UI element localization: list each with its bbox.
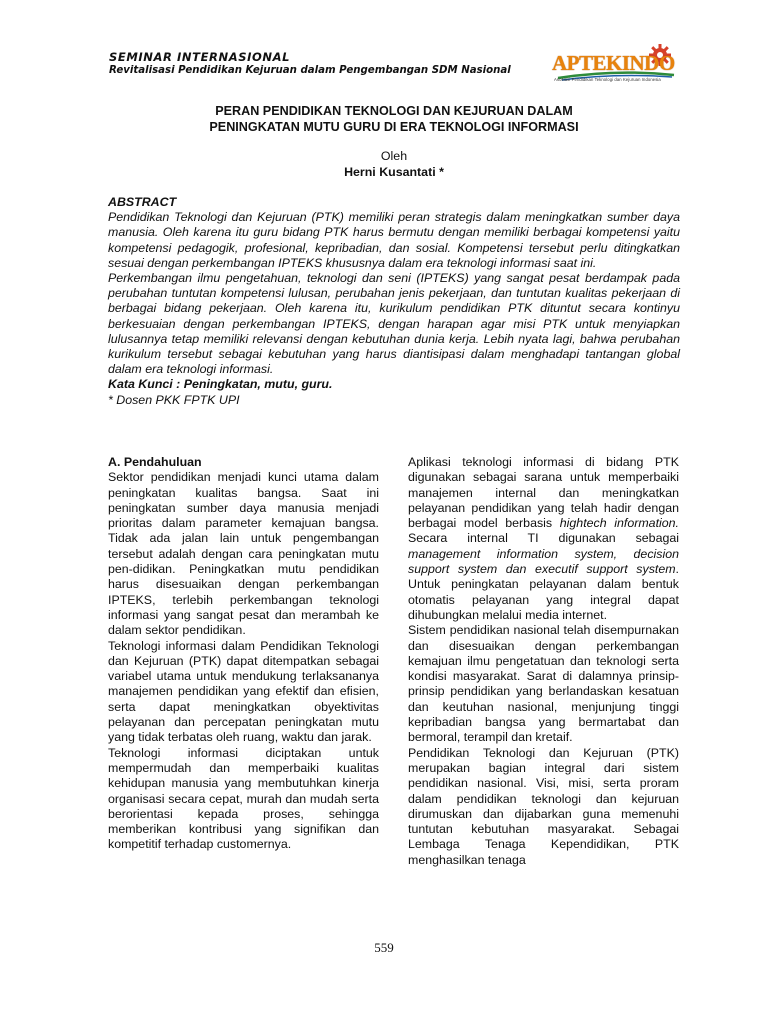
- author-block: [108, 148, 680, 180]
- left-column: [108, 455, 379, 853]
- body-paragraph: Pendidikan Teknologi dan Kejuruan (PTK) merupakan bagian integral dari sistem pendidikan nasional. Visi, misi, serta proram dalam pendidikan teknologi dan kejuruan dirumuskan dan dijabarkan guna memenuhi tuntutan kebutuhan masyarakat. Sebagai Lembaga Tenaga Kependidikan, PTK menghasilkan tenaga: [408, 745, 679, 867]
- paper-title: [108, 103, 680, 135]
- abstract-paragraph-1: Pendidikan Teknologi dan Kejuruan (PTK) memiliki peran strategis dalam meningkatkan sumber daya manusia. Oleh karena itu guru bidang PTK harus bermutu dengan memiliki berbagai kompetensi yaitu kompetensi pedagogik, profesional, kepribadian, dan sosial. Kompetensi tersebut perlu ditingkatkan sesuai dengan perkembangan IPTEKS khususnya dalam era teknologi informasi saat ini.: [108, 210, 680, 270]
- body-paragraph: Teknologi informasi dalam Pendidikan Teknologi dan Kejuruan (PTK) dapat ditempatkan sebagai variabel utama untuk mendukung terlaksananya manajemen pendidikan yang efektif dan efisien, serta dapat meningkatkan obyektivitas pelayanan dan percepatan peningkatan mutu yang tidak terbatas oleh ruang, waktu dan jarak.: [108, 638, 379, 745]
- page-number: 559: [374, 940, 394, 955]
- author-name: Herni Kusantati *: [344, 165, 444, 179]
- abstract-heading: ABSTRACT: [108, 195, 177, 209]
- author-affiliation: * Dosen PKK FPTK UPI: [108, 392, 240, 407]
- body-paragraph: Teknologi informasi diciptakan untuk mempermudah dan memperbaiki kualitas kehidupan manusia yang membutuhkan kinerja organisasi secara cepat, murah dan mudah serta berorientasi kepada proses, sehingga memberikan kontribusi yang signifikan dan kompetitif terhadap customernya.: [108, 745, 379, 852]
- paper-title-line-2: PENINGKATAN MUTU GURU DI ERA TEKNOLOGI INFORMASI: [209, 120, 579, 134]
- body-paragraph: [408, 455, 679, 623]
- abstract-paragraph-2: Perkembangan ilmu pengetahuan, teknologi dan seni (IPTEKS) yang sangat pesat berdampak pada perubahan tuntutan kompetensi lulusan, perubahan jenis pekerjaan, dan tuntutan kualitas pekerjaan di berbagai bidang pekerjaan. Oleh karena itu, kurikulum pendidikan PTK dituntut secara kontinyu berkesuaian dengan perkembangan IPTEKS, dengan harapan agar misi PTK untuk menyiapkan lulusannya tetap memiliki relevansi dengan kebutuhan dunia kerja. Lebih nyata lagi, bahwa perubahan kurikulum tersebut sebagai kebutuhan yang harus diantisipasi dalam menghadapi tantangan global dalam era teknologi informasi.: [108, 271, 680, 377]
- section-heading: A. Pendahuluan: [108, 455, 202, 469]
- right-column: [408, 455, 679, 868]
- text-run: Aplikasi teknologi informasi di bidang PTK digunakan sebagai sarana untuk memperbaiki manajemen internal dan meningkatkan pelayanan pendidikan yang telah hadir dengan berbagai model berbasis: [408, 455, 679, 531]
- seminar-title: SEMINAR INTERNASIONAL: [109, 50, 291, 64]
- logo-tagline: Asosiasi Pendidikan Teknologi dan Kejuruan Indonesia: [554, 77, 661, 82]
- text-run-italic: management information system, decision support system dan executif support system: [408, 546, 679, 577]
- body-paragraph: Sektor pendidikan menjadi kunci utama dalam peningkatan kualitas bangsa. Saat ini peningkatan sumber daya manusia menjadi prioritas dalam parameter kemajuan bangsa. Tidak ada jalan lain untuk pengembangan tersebut adalah dengan cara peningkatan mutu pen-didikan. Peningkatkan mutu pendidikan harus disesuaikan dengan perkembangan IPTEKS, terlebih perkembangan teknologi informasi yang sangat pesat dan merambah ke dalam sektor pendidikan.: [108, 470, 379, 638]
- abstract-section: [108, 195, 680, 408]
- body-paragraph: Sistem pendidikan nasional telah disempurnakan dan disesuaikan dengan perkembangan kemajuan ilmu pengetatuan dan teknologi serta kondisi masyarakat. Sarat di dalamnya prinsip-prinsip pendidikan yang berlandaskan kesatuan dan keutuhan nasional, menjunjung tinggi kepribadian bangsa yang bermartabat dan bermoral, terampil dan kretaif.: [408, 623, 679, 745]
- seminar-subtitle: Revitalisasi Pendidikan Kejuruan dalam Pengembangan SDM Nasional: [109, 65, 511, 76]
- keywords: Kata Kunci : Peningkatan, mutu, guru.: [108, 377, 333, 392]
- logo-wordmark: APTEKINDO: [552, 51, 675, 75]
- seminar-header: [109, 50, 549, 78]
- paper-title-line-1: PERAN PENDIDIKAN TEKNOLOGI DAN KEJURUAN DALAM: [215, 104, 573, 118]
- aptekindo-logo: [552, 41, 680, 93]
- text-run-italic: hightech information.: [559, 516, 679, 531]
- by-label: Oleh: [380, 149, 408, 163]
- text-run: Secara internal TI digunakan sebagai: [408, 531, 679, 546]
- text-run: . Untuk peningkatan pelayanan dalam bentuk otomatis pelayanan yang integral dapat dihubungkan melalui media internet.: [408, 562, 679, 622]
